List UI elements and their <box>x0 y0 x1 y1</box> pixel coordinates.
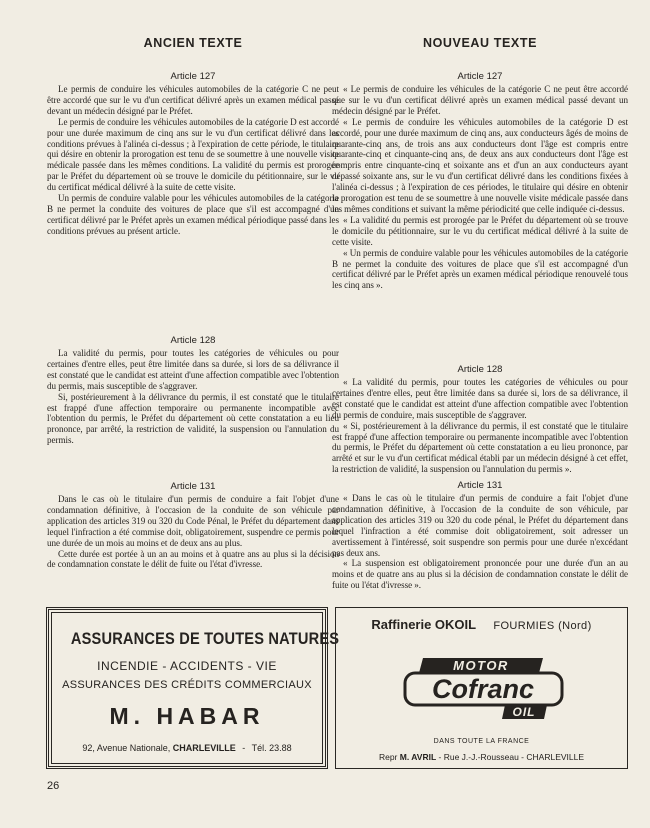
oil-ad-header <box>336 617 627 633</box>
insurance-ad-headline: ASSURANCES DE TOUTES NATURES <box>70 629 340 648</box>
right-article-128-title: Article 128 <box>457 364 503 375</box>
cofranc-oil-logo <box>401 656 566 724</box>
oil-advertisement <box>335 607 628 769</box>
insurance-advertisement <box>46 607 340 769</box>
insurance-ad-phone: Tél. 23.88 <box>251 743 292 753</box>
logo-motor-text: MOTOR <box>453 658 509 673</box>
logo-oil-text: OIL <box>512 705 536 719</box>
oil-ad-rep-address: - Rue J.-J.-Rousseau - <box>438 752 525 762</box>
oil-ad-rep-city: CHARLEVILLE <box>526 752 585 762</box>
paragraph: « Le permis de conduire les véhicules de la catégorie C ne peut être accordé que sur le vu d'un certificat délivré après un examen médical passé devant un médecin désigné par le Préfet. <box>332 84 628 116</box>
paragraph: « Un permis de conduire valable pour les véhicules automobiles de la catégorie B ne permet la conduite des voitures de place que s'il est accompagné d'un certificat délivré par le Préfet après un examen médical périodique renouvelé tous les cinq ans ». <box>332 247 628 291</box>
oil-ad-company: Raffinerie OKOIL <box>371 617 477 632</box>
paragraph: « Si, postérieurement à la délivrance du permis, il est constaté que le titulaire est frappé d'une affection temporaire ou permanente incompatible avec l'obtention du permis, le Préfet du département où cette constatation a eu lieu prononce, par arrêté et sur le vu d'un certificat médical établi par un médecin désigné à cet effet, la restriction de validité, la suspension ou l'annulation du permis ». <box>332 420 628 475</box>
insurance-ad-frame <box>51 612 340 764</box>
paragraph: Le permis de conduire les véhicules automobiles de la catégorie D est accordé pour une durée maximum de cinq ans sur le vu d'un certificat délivré dans les conditions prévues à l'alinéa ci-dessus ; à l'expiration de cette période, le titulaire qui désire en obtenir la prorogation est tenu de se soumettre à une nouvelle visite médicale passée dans les mêmes conditions. La validité du permis est prorogée par le Préfet du département où se trouve le domicile du pétitionnaire, sur le vu du certificat médical délivré à la suite de cette visite. <box>47 116 339 193</box>
oil-ad-tagline: DANS TOUTE LA FRANCE <box>433 738 530 745</box>
logo-cofranc-text: Cofranc <box>431 674 535 704</box>
paragraph: « Le permis de conduire les véhicules automobiles de la catégorie D est accordé, pour une durée maximum de cinq ans, aux conducteurs âgés de moins de quarante-cinq ans, de trois ans aux conducteurs dont l'âge est compris entre quarante-cinq et cinquante-cinq ans, de deux ans aux conducteurs dont l'âge est compris entre cinquante-cinq et soixante ans et d'un an aux conducteurs ayant dépassé soixante ans, sur le vu d'un certificat délivré dans les conditions fixées à l'alinéa ci-dessus ; à l'expiration de ces périodes, le titulaire qui désire en obtenir la prorogation est tenu de se soumettre à une nouvelle visite médicale passée dans les mêmes conditions et suivant la même périodicité que celle indiquée ci-dessus. <box>332 116 628 214</box>
oil-ad-rep-prefix: Repr <box>378 752 398 762</box>
paragraph: Le permis de conduire les véhicules automobiles de la catégorie C ne peut être accordé que sur le vu d'un certificat délivré après un examen médical passé devant un médecin désigné par le Préfet. <box>47 84 339 116</box>
paragraph: Cette durée est portée à un an au moins et à quatre ans au plus si la décision de condamnation constate le délit de fuite ou l'état d'ivresse. <box>47 548 339 570</box>
insurance-ad-types: INCENDIE - ACCIDENTS - VIE <box>97 659 277 673</box>
paragraph: Un permis de conduire valable pour les véhicules automobiles de la catégorie B ne permet la conduite des voitures de place que s'il est accompagné d'un certificat délivré par le Préfet après un examen médical périodique passé dans les conditions prévues au présent article. <box>47 193 339 236</box>
right-article-131-title: Article 131 <box>457 480 503 491</box>
insurance-ad-name: M. HABAR <box>109 703 265 729</box>
oil-ad-rep-name: M. AVRIL <box>399 752 437 762</box>
left-article-127-body <box>47 84 339 237</box>
oil-ad-representative <box>336 752 627 762</box>
page-number: 26 <box>47 780 60 792</box>
left-article-128-title: Article 128 <box>170 335 216 346</box>
right-article-127-body <box>332 84 628 291</box>
insurance-ad-address: 92, Avenue Nationale, <box>82 743 171 753</box>
left-article-128-body <box>47 348 339 446</box>
insurance-ad-contact <box>52 743 322 753</box>
left-column-heading: ANCIEN TEXTE <box>143 36 243 50</box>
paragraph: « La validité du permis est prorogée par le Préfet du département où se trouve le domicile du pétitionnaire, sur le vu du certificat médical délivré à la suite de cette visite. <box>332 214 628 247</box>
oil-ad-place: FOURMIES (Nord) <box>493 620 592 632</box>
insurance-ad-city: CHARLEVILLE <box>172 743 236 753</box>
insurance-ad-credit: ASSURANCES DES CRÉDITS COMMERCIAUX <box>62 679 312 691</box>
paragraph: « Dans le cas où le titulaire d'un permis de conduire a fait l'objet d'une condamnation définitive, à l'occasion de la conduite de son véhicule, par application des articles 319 ou 320 du code pénal, le Préfet du département dans lequel l'infraction a été commise doit obligatoirement, soit adresser un avertissement à l'intéressé, soit suspendre son permis pour une durée n'excédant pas deux ans. <box>332 493 628 558</box>
insurance-ad-separator: - <box>242 743 246 753</box>
paragraph: Dans le cas où le titulaire d'un permis de conduire a fait l'objet d'une condamnation définitive, à l'occasion de la conduite de son véhicule par application des articles 319 ou 320 du Code Pénal, le Préfet du département dans lequel l'infraction a été commise doit, obligatoirement, suspendre ce permis pour une durée de un mois au moins et de deux ans au plus. <box>47 494 339 548</box>
right-column-heading: NOUVEAU TEXTE <box>422 36 538 50</box>
paragraph: « La validité du permis, pour toutes les catégories de véhicules ou pour certaines d'entre elles, peut être limitée dans sa durée si, lors de sa délivrance, il est constaté que le candidat est atteint d'une affection compatible avec l'obtention du permis de conduire, mais susceptible de s'aggraver. <box>332 377 628 420</box>
left-article-131-body <box>47 494 339 570</box>
paragraph: Si, postérieurement à la délivrance du permis, il est constaté que le titulaire est frappé d'une affection temporaire ou permanente incompatible avec l'obtention du permis, le Préfet du département où cette constatation a eu lieu prononce, par arrêté, la restriction de validité, la suspension ou l'annulation du permis. <box>47 391 339 446</box>
left-article-127-title: Article 127 <box>170 71 216 82</box>
paragraph: « La suspension est obligatoirement prononcée pour une durée d'un an au moins et de quatre ans au plus si la décision de condamnation constate le délit de fuite ou l'état d'ivresse ». <box>332 558 628 591</box>
right-article-131-body <box>332 493 628 591</box>
right-article-127-title: Article 127 <box>457 71 503 82</box>
right-article-128-body <box>332 377 628 475</box>
paragraph: La validité du permis, pour toutes les catégories de véhicules ou pour certaines d'entre elles, peut être limitée dans sa durée, si lors de sa délivrance il est constaté que le candidat est atteint d'une affection compatible avec l'obtention du permis, mais susceptible de s'aggraver. <box>47 348 339 391</box>
left-article-131-title: Article 131 <box>170 481 216 492</box>
